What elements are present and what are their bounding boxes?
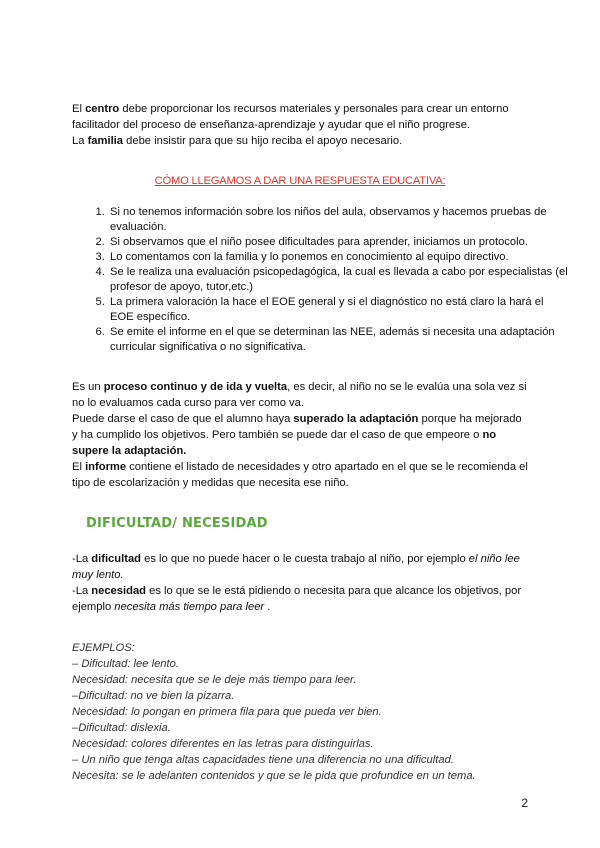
text: , es decir, al niño no se le evalúa una sola vez si no lo evaluamos cada curso para ver como va. — [72, 381, 527, 409]
bold-necesidad: necesidad — [91, 585, 147, 597]
page-number: 2 — [521, 796, 528, 810]
text: porque ha mejorado y ha cumplido los objetivos. Pero también se puede dar el caso de que empeore o — [72, 413, 522, 441]
example-line: Necesita: se le adelanten contenidos y que se le pida que profundice en un tema. — [72, 770, 476, 782]
text: El — [72, 461, 86, 473]
paragraph-definiciones — [72, 551, 528, 615]
bold-superado: superado la adaptación — [293, 413, 419, 425]
italic-example: necesita más tiempo para leer — [114, 601, 265, 613]
bold-dificultad: dificultad — [91, 553, 142, 565]
example-line: Necesidad: lo pongan en primera fila para que pueda ver bien. — [72, 706, 382, 718]
example-line: Necesidad: necesita que se le deje más tiempo para leer. — [72, 674, 357, 686]
text: es lo que se le está pidiendo o necesita para que alcance los objetivos, por ejemplo — [72, 585, 522, 613]
text: contiene el listado de necesidades y otro apartado en el que se le recomienda el tipo de escolarización y medidas que necesita ese niño. — [72, 461, 528, 489]
text: es lo que no puede hacer o le cuesta trabajo al niño, por ejemplo — [141, 553, 469, 565]
bold-no-supere: no supere la adaptación. — [72, 429, 497, 457]
text: debe insistir para que su hijo reciba el apoyo necesario. — [123, 135, 403, 147]
examples-heading: EJEMPLOS: — [72, 642, 135, 654]
bold-proceso-continuo: proceso continuo y de ida y vuelta — [103, 381, 288, 393]
examples-block — [72, 640, 532, 784]
text: El — [72, 103, 86, 115]
text: Puede darse el caso de que el alumno haya — [72, 413, 294, 425]
text: -La — [72, 585, 92, 597]
list-item: 5. La primera valoración la hace el EOE general y si el diagnóstico no está claro la hará el EOE específico. — [108, 295, 568, 325]
list-item: 4. Se le realiza una evaluación psicopedagógica, la cual es llevada a cabo por especialistas (el profesor de apoyo, tutor,etc.) — [108, 265, 568, 295]
bold-centro: centro — [85, 103, 120, 115]
text: . — [264, 601, 271, 613]
example-line: –Dificultad: no ve bien la pizarra. — [72, 690, 235, 702]
section-heading-respuesta-educativa: CÓMO LLEGAMOS A DAR UNA RESPUESTA EDUCATIVA: — [154, 175, 446, 187]
section-title-dificultad-necesidad: DIFICULTAD/ NECESIDAD — [86, 516, 268, 531]
text: debe proporcionar los recursos materiales y personales para crear un entorno facilitador del proceso de enseñanza-aprendizaje y ayudar que el niño progrese. — [72, 103, 509, 131]
example-line: – Dificultad: lee lento. — [72, 658, 179, 670]
paragraph-proceso — [72, 379, 528, 491]
bold-familia: familia — [87, 135, 124, 147]
italic-example: el niño lee muy lento. — [72, 553, 520, 581]
list-item: 2. Si observamos que el niño posee dificultades para aprender, iniciamos un protocolo. — [108, 235, 568, 250]
paragraph-centro-familia — [72, 101, 528, 149]
example-line: –Dificultad: dislexia. — [72, 722, 171, 734]
list-item: 1. Si no tenemos información sobre los niños del aula, observamos y hacemos pruebas de evaluación. — [108, 205, 568, 235]
example-line: – Un niño que tenga altas capacidades tiene una diferencia no una dificultad. — [72, 754, 454, 766]
text: Es un — [72, 381, 104, 393]
bold-informe: informe — [85, 461, 127, 473]
list-item: 6. Se emite el informe en el que se determinan las NEE, además si necesita una adaptación curricular significativa o no significativa. — [108, 325, 568, 355]
text: La — [72, 135, 88, 147]
list-item: 3. Lo comentamos con la familia y lo ponemos en conocimiento al equipo directivo. — [108, 250, 568, 265]
text: -La — [72, 553, 92, 565]
example-line: Necesidad: colores diferentes en las letras para distinguirlas. — [72, 738, 374, 750]
steps-list — [72, 205, 568, 355]
